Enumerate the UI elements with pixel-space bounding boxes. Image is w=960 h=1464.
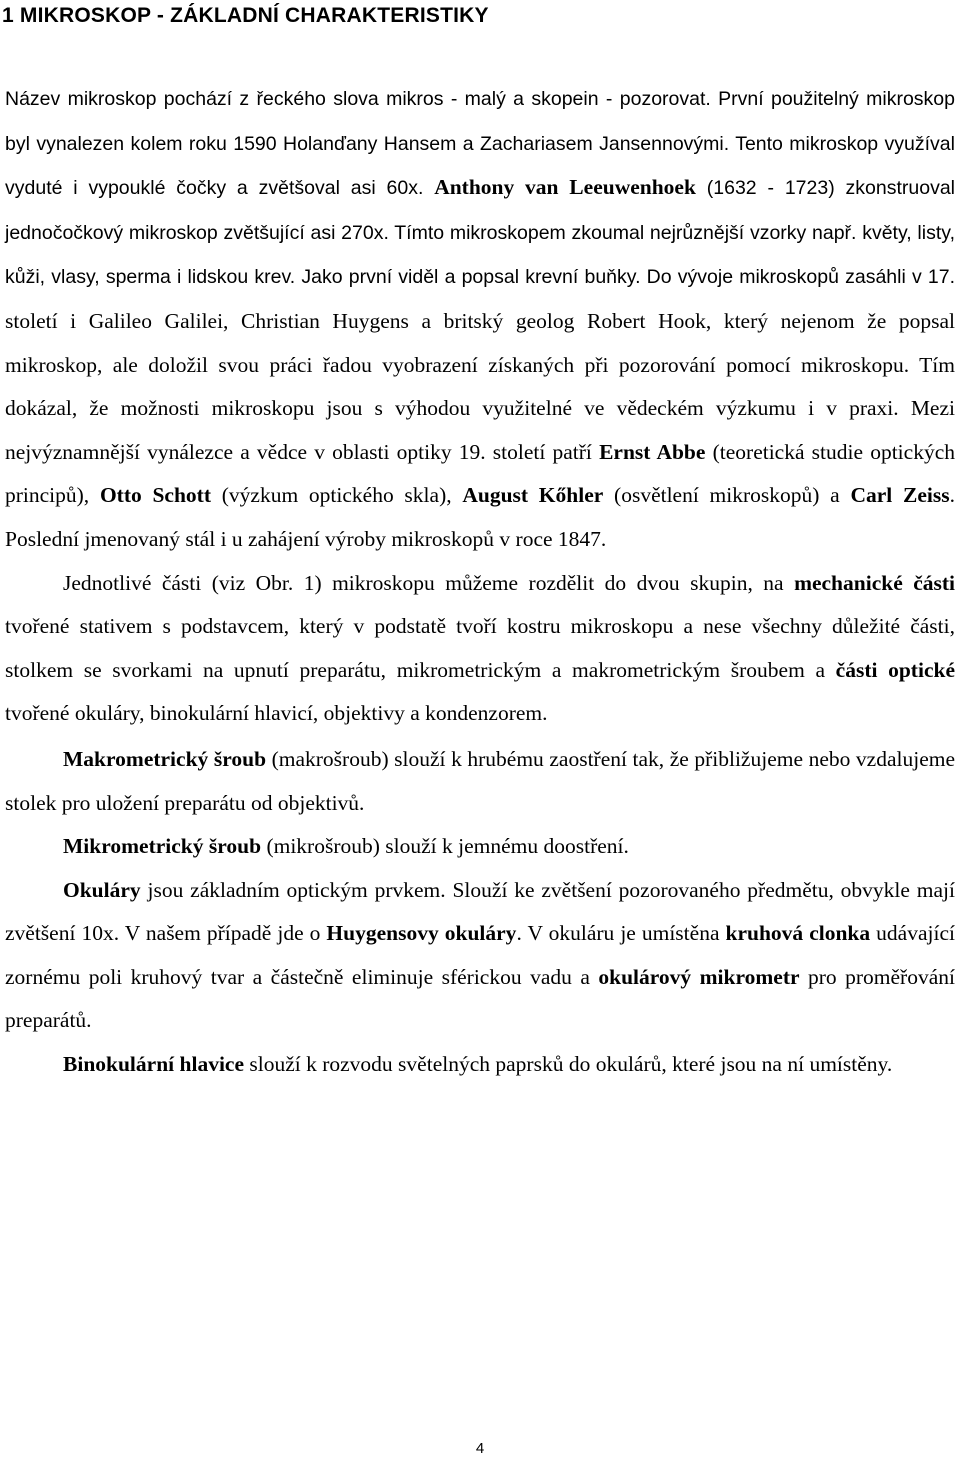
paragraph-eyepieces xyxy=(5,869,955,1043)
text-span: tvořené okuláry, binokulární hlavicí, objektivy a kondenzorem. xyxy=(5,701,548,726)
bold-term: okulárový mikrometr xyxy=(598,964,800,989)
bold-term: kruhová clonka xyxy=(725,921,871,946)
paragraph-parts xyxy=(5,562,955,736)
text-span: jsou základním optickým prvkem. Slouží ke zvětšení pozorovaného předmětu, obvykle mají zvětšení 10x. V našem případě jde o xyxy=(5,877,955,946)
text-span: Jednotlivé části (viz Obr. 1) mikroskopu můžeme rozdělit do dvou skupin, na xyxy=(63,570,795,595)
paragraph-macro-screw xyxy=(5,738,955,825)
bold-term: mechanické části xyxy=(794,570,955,595)
text-span: století i Galileo Galilei, Christian Huygens a britský geolog Robert Hook, který nejenom že popsal mikroskop, ale doložil svou práci řadou vyobrazení získaných při pozorování pomocí mikroskopu. Tím dokázal, že možnosti mikroskopu jsou s výhodou využitelné ve vědeckém výzkumu i v praxi. Mezi nejvýznamnější vynálezce a vědce v oblasti optiky 19. století patří xyxy=(5,308,955,464)
paragraph-micro-screw xyxy=(5,825,955,869)
text-span: (mikrošroub) slouží k jemnému doostření. xyxy=(261,834,629,859)
bold-term: Carl Zeiss xyxy=(850,483,950,508)
chapter-heading: 1 MIKROSKOP - ZÁKLADNÍ CHARAKTERISTIKY xyxy=(2,4,489,27)
text-span: (1632 - 1723) zkonstruoval jednočočkový mikroskop zvětšující asi 270x. Tímto mikroskopem zkoumal nejrůznější vzorky např. květy, listy, kůži, vlasy, sperma i lidskou krev. Jako první viděl a popsal krevní buňky. Do vývoje mikroskopů zasáhli v 17. xyxy=(5,177,955,289)
bold-term: Huygensovy okuláry xyxy=(326,921,517,946)
bold-term: Mikrometrický šroub xyxy=(63,834,262,859)
text-span: Název mikroskop pochází z řeckého slova mikros - malý a skopein - pozorovat. První použitelný mikroskop byl vynalezen kolem roku 1590 Holanďany Hansem a Zachariasem Jansennovými xyxy=(5,88,955,155)
bold-term: Ernst Abbe xyxy=(599,439,706,464)
paragraph-history xyxy=(5,77,955,562)
bold-term: August Kőhler xyxy=(462,483,604,508)
bold-term: Makrometrický šroub xyxy=(63,746,267,771)
text-span: udávající zornému poli kruhový tvar a částečně eliminuje sférickou vadu a xyxy=(5,921,955,989)
text-span: (teoretická studie optických principů), xyxy=(5,439,955,508)
text-span: pro proměřování preparátů. xyxy=(5,964,955,1033)
paragraph-binocular-head xyxy=(5,1043,955,1087)
text-span: . V okuláru je umístěna xyxy=(516,921,726,946)
document-body xyxy=(5,77,955,1087)
text-span: (výzkum optického skla), xyxy=(211,483,463,508)
page-number: 4 xyxy=(475,1440,485,1457)
text-span: (makrošroub) slouží k hrubému zaostření tak, že přibližujeme nebo vzdalujeme stolek pro uložení preparátu od objektivů. xyxy=(5,746,956,815)
text-span: (osvětlení mikroskopů) a xyxy=(603,483,851,508)
bold-term: Binokulární hlavice xyxy=(63,1052,244,1077)
text-span: . Poslední jmenovaný stál i u zahájení výroby mikroskopů v roce 1847. xyxy=(5,483,955,551)
bold-term: Otto Schott xyxy=(99,483,211,508)
bold-term: Anthony van Leeuwenhoek xyxy=(434,175,696,200)
text-span: slouží k rozvodu světelných paprsků do okulárů, které jsou na ní umístěny. xyxy=(244,1052,893,1077)
bold-term: části optické xyxy=(835,657,955,682)
text-span: tvořené stativem s podstavcem, který v podstatě tvoří kostru mikroskopu a nese všechny důležité části, stolkem se svorkami na upnutí preparátu, mikrometrickým a makrometrickým šroubem a xyxy=(5,614,955,682)
text-span: . Tento mikroskop využíval vyduté i vypouklé čočky a zvětšoval asi 60x. xyxy=(5,132,955,200)
bold-term: Okuláry xyxy=(63,877,141,902)
